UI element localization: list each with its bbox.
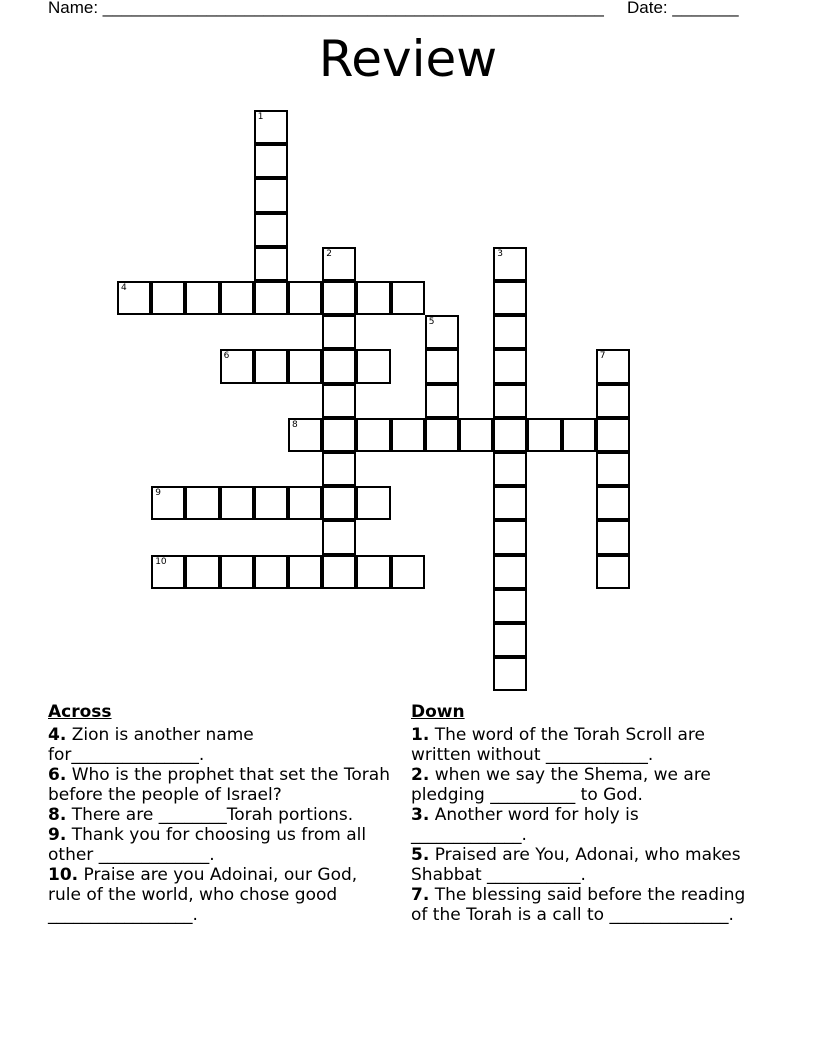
crossword-cell[interactable] bbox=[391, 281, 425, 315]
name-field[interactable]: Name: _____________________________________________________ bbox=[48, 0, 604, 17]
crossword-cell[interactable] bbox=[322, 247, 356, 281]
crossword-cell[interactable] bbox=[322, 418, 356, 452]
crossword-cell[interactable] bbox=[288, 555, 322, 589]
crossword-cell[interactable] bbox=[493, 657, 527, 691]
crossword-cell[interactable] bbox=[493, 315, 527, 349]
date-field[interactable]: Date: _______ bbox=[627, 0, 739, 17]
crossword-cell[interactable] bbox=[459, 418, 493, 452]
crossword-cell[interactable] bbox=[322, 520, 356, 554]
crossword-cell[interactable] bbox=[356, 555, 390, 589]
crossword-cell[interactable] bbox=[493, 589, 527, 623]
crossword-cell[interactable] bbox=[562, 418, 596, 452]
clue-down-1: 1. The word of the Torah Scroll are written without ____________. bbox=[411, 725, 705, 765]
crossword-cell[interactable] bbox=[425, 384, 459, 418]
crossword-cell[interactable] bbox=[288, 281, 322, 315]
crossword-cell[interactable] bbox=[322, 555, 356, 589]
crossword-cell[interactable] bbox=[425, 349, 459, 383]
crossword-cell[interactable] bbox=[356, 281, 390, 315]
crossword-cell[interactable] bbox=[356, 349, 390, 383]
down-heading: Down bbox=[411, 702, 465, 722]
clue-across-6: 6. Who is the prophet that set the Torah before the people of Israel? bbox=[48, 765, 390, 805]
clue-across-8: 8. There are ________Torah portions. bbox=[48, 805, 354, 825]
crossword-cell[interactable] bbox=[322, 349, 356, 383]
crossword-cell[interactable] bbox=[254, 349, 288, 383]
crossword-cell[interactable] bbox=[596, 384, 630, 418]
crossword-cell[interactable] bbox=[254, 486, 288, 520]
crossword-cell[interactable] bbox=[493, 384, 527, 418]
clue-down-5: 5. Praised are You, Adonai, who makes Shabbat ___________. bbox=[411, 845, 741, 885]
cell-number: 2 bbox=[326, 248, 332, 259]
crossword-cell[interactable] bbox=[356, 486, 390, 520]
crossword-cell[interactable] bbox=[322, 281, 356, 315]
cell-number: 6 bbox=[223, 351, 230, 362]
across-heading: Across bbox=[48, 702, 112, 722]
page-title: Review bbox=[318, 30, 498, 88]
crossword-cell[interactable] bbox=[254, 110, 288, 144]
cell-number: 5 bbox=[428, 317, 435, 328]
crossword-cell[interactable] bbox=[493, 555, 527, 589]
crossword-cell[interactable] bbox=[254, 144, 288, 178]
crossword-cell[interactable] bbox=[254, 213, 288, 247]
cell-number: 7 bbox=[599, 351, 606, 362]
crossword-cell[interactable] bbox=[288, 486, 322, 520]
cell-number: 3 bbox=[497, 248, 503, 259]
crossword-cell[interactable] bbox=[493, 623, 527, 657]
crossword-cell[interactable] bbox=[493, 520, 527, 554]
cell-number: 1 bbox=[257, 112, 264, 122]
crossword-cell[interactable] bbox=[322, 315, 356, 349]
crossword-cell[interactable] bbox=[391, 555, 425, 589]
clue-across-4: 4. Zion is another name for_______________. bbox=[48, 725, 254, 765]
crossword-cell[interactable] bbox=[322, 384, 356, 418]
crossword-cell[interactable] bbox=[596, 418, 630, 452]
clue-down-3: 3. Another word for holy is _____________. bbox=[411, 805, 639, 845]
crossword-cell[interactable] bbox=[527, 418, 561, 452]
crossword-cell[interactable] bbox=[220, 281, 254, 315]
crossword-cell[interactable] bbox=[254, 247, 288, 281]
clue-across-9: 9. Thank you for choosing us from all other _____________. bbox=[48, 825, 367, 865]
crossword-cell[interactable] bbox=[185, 555, 219, 589]
crossword-cell[interactable] bbox=[151, 281, 185, 315]
cell-number: 9 bbox=[155, 488, 161, 499]
crossword-cell[interactable] bbox=[322, 486, 356, 520]
crossword-cell[interactable] bbox=[425, 315, 459, 349]
cell-number: 10 bbox=[155, 556, 167, 567]
crossword-cell[interactable] bbox=[356, 418, 390, 452]
crossword-cell[interactable] bbox=[391, 418, 425, 452]
crossword-cell[interactable] bbox=[185, 281, 219, 315]
crossword-cell[interactable] bbox=[596, 555, 630, 589]
crossword-cell[interactable] bbox=[220, 349, 254, 383]
crossword-cell[interactable] bbox=[254, 281, 288, 315]
crossword-cell[interactable] bbox=[425, 418, 459, 452]
cell-number: 8 bbox=[292, 419, 298, 430]
crossword-cell[interactable] bbox=[151, 486, 185, 520]
crossword-cell[interactable] bbox=[596, 520, 630, 554]
crossword-cell[interactable] bbox=[322, 452, 356, 486]
crossword-cell[interactable] bbox=[493, 452, 527, 486]
down-clues bbox=[411, 702, 756, 925]
crossword-cell[interactable] bbox=[493, 349, 527, 383]
crossword-cell[interactable] bbox=[596, 349, 630, 383]
clue-down-7: 7. The blessing said before the reading of the Torah is a call to ______________. bbox=[411, 885, 746, 925]
crossword-cell[interactable] bbox=[220, 555, 254, 589]
crossword-cell[interactable] bbox=[596, 486, 630, 520]
crossword-cell[interactable] bbox=[254, 555, 288, 589]
clue-across-10: 10. Praise are you Adoinai, our God, rule of the world, who chose good _________________. bbox=[48, 865, 358, 925]
cell-number: 4 bbox=[121, 283, 127, 293]
crossword-cell[interactable] bbox=[254, 178, 288, 212]
crossword-cell[interactable] bbox=[493, 281, 527, 315]
crossword-cell[interactable] bbox=[493, 486, 527, 520]
crossword-cell[interactable] bbox=[117, 281, 151, 315]
crossword-cell[interactable] bbox=[493, 418, 527, 452]
crossword-cell[interactable] bbox=[185, 486, 219, 520]
crossword-cell[interactable] bbox=[493, 247, 527, 281]
across-clues bbox=[48, 702, 393, 925]
crossword-cell[interactable] bbox=[288, 418, 322, 452]
crossword-cell[interactable] bbox=[596, 452, 630, 486]
crossword-cell[interactable] bbox=[220, 486, 254, 520]
crossword-cell[interactable] bbox=[151, 555, 185, 589]
clue-down-2: 2. when we say the Shema, we are pledging __________ to God. bbox=[411, 765, 711, 805]
crossword-cell[interactable] bbox=[288, 349, 322, 383]
